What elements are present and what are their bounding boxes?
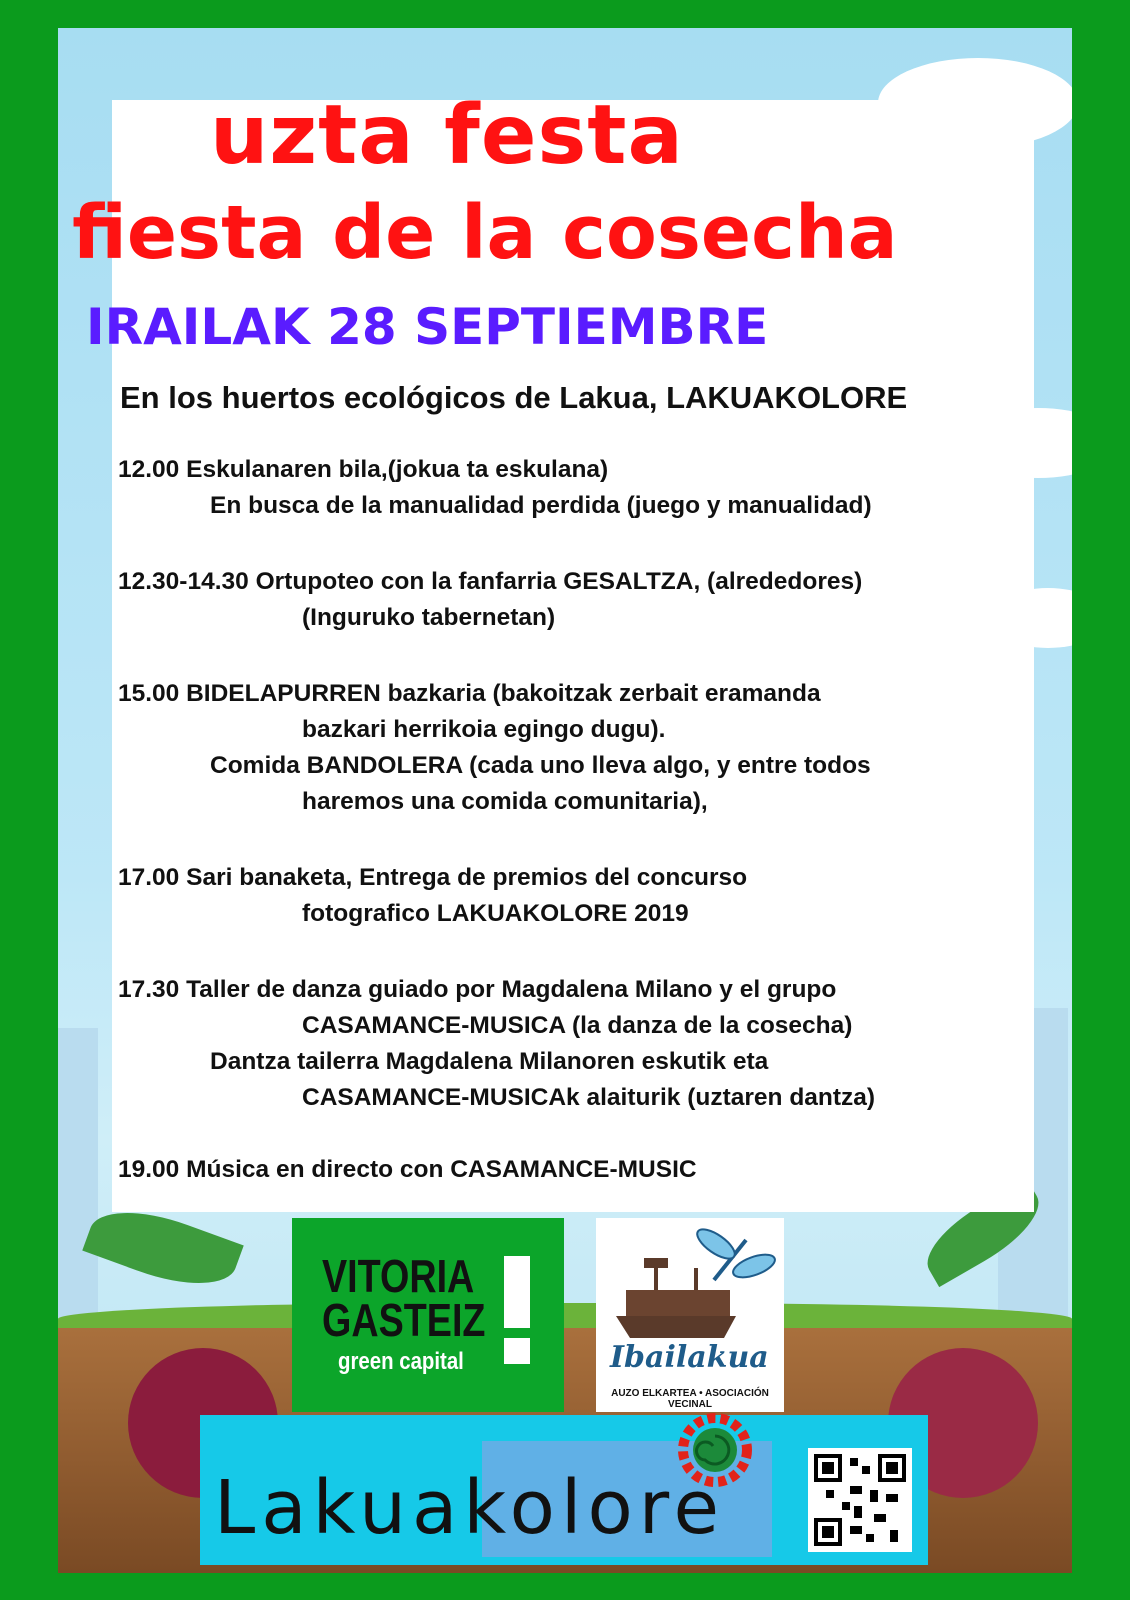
schedule-line: CASAMANCE-MUSICAk alaiturik (uztaren dantza) — [302, 1084, 876, 1111]
schedule-line: (Inguruko tabernetan) — [302, 604, 556, 631]
title-basque: uzta festa — [210, 88, 684, 183]
schedule-line: Comida BANDOLERA (cada uno lleva algo, y entre todos — [210, 752, 871, 779]
schedule-line: Dantza tailerra Magdalena Milanoren eskutik eta — [210, 1048, 769, 1075]
lakuakolore-text: Lakuakolore — [214, 1465, 726, 1551]
exclamation-icon — [504, 1256, 530, 1328]
exclamation-dot-icon — [504, 1338, 530, 1364]
gasteiz-text: GASTEIZ — [322, 1294, 486, 1346]
schedule-line: 19.00 Música en directo con CASAMANCE-MUSIC — [118, 1156, 697, 1183]
schedule-line: En busca de la manualidad perdida (juego y manualidad) — [210, 492, 872, 519]
vitoria-gasteiz-wordmark — [322, 1250, 486, 1346]
green-capital-text: green capital — [338, 1348, 464, 1375]
schedule-line: 17.30 Taller de danza guiado por Magdalena Milano y el grupo — [118, 976, 837, 1003]
vitoria-gasteiz-logo — [292, 1218, 564, 1412]
schedule-line: fotografico LAKUAKOLORE 2019 — [302, 900, 689, 927]
schedule-line: 17.00 Sari banaketa, Entrega de premios del concurso — [118, 864, 748, 891]
schedule-line: 12.00 Eskulanaren bila,(jokua ta eskulana) — [118, 456, 609, 483]
title-spanish: fiesta de la cosecha — [72, 190, 898, 276]
qr-code-icon — [814, 1454, 906, 1546]
event-date: IRAILAK 28 SEPTIEMBRE — [86, 298, 769, 356]
city-building — [58, 1028, 98, 1328]
schedule-line: 12.30-14.30 Ortupoteo con la fanfarria GESALTZA, (alrededores) — [118, 568, 863, 595]
ibailakua-logo — [596, 1218, 784, 1412]
qr-code[interactable] — [808, 1448, 912, 1552]
schedule-line: haremos una comida comunitaria), — [302, 788, 708, 815]
ibailakua-text: Ibailakua — [610, 1340, 769, 1375]
event-location: En los huertos ecológicos de Lakua, LAKUAKOLORE — [120, 380, 908, 415]
schedule-line: 15.00 BIDELAPURREN bazkaria (bakoitzak zerbait eramanda — [118, 680, 821, 707]
schedule-line: bazkari herrikoia egingo dugu). — [302, 716, 666, 743]
ibailakua-subtitle: AUZO ELKARTEA • ASOCIACIÓN VECINAL — [611, 1388, 769, 1410]
schedule-line: CASAMANCE-MUSICA (la danza de la cosecha) — [302, 1012, 853, 1039]
vitoria-text: VITORIA — [322, 1250, 475, 1302]
ship-icon — [596, 1218, 784, 1348]
